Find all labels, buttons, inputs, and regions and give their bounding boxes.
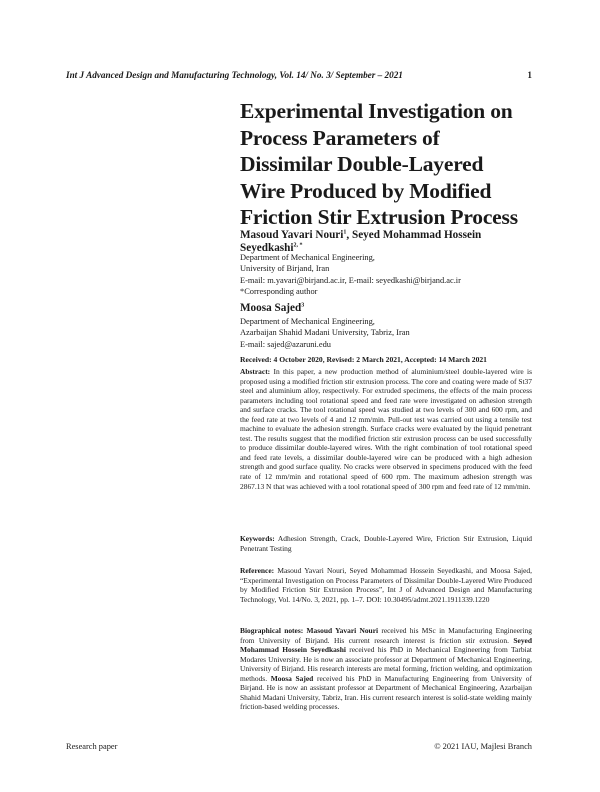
affiliation-line: Azarbaijan Shahid Madani University, Tabriz, Iran [240,328,410,338]
page-number: 1 [527,70,532,80]
bio-label: Biographical notes: [240,626,304,635]
author-block-1 [240,229,532,254]
paper-title [240,98,532,231]
author-name: , Seyed Mohammad Hossein [346,229,482,241]
abstract [240,367,532,491]
bio-name: Masoud Yavari Nouri [303,626,379,635]
affiliation-line: E-mail: sajed@azaruni.edu [240,339,331,349]
affiliation-line: *Corresponding author [240,286,318,296]
journal-name: Int J Advanced Design and Manufacturing Technology, Vol. 14/ No. 3/ September – 2021 [66,70,403,80]
title-line: Experimental Investigation on [240,99,513,123]
keywords-text: Adhesion Strength, Crack, Double-Layered Wire, Friction Stir Extrusion, Liquid Penetrant Testing [240,534,532,553]
title-line: Wire Produced by Modified [240,178,492,203]
affiliation-2 [240,316,532,350]
reference-text: Masoud Yavari Nouri, Seyed Mohammad Hossein Seyedkashi, and Moosa Sajed, “Experimental Investigation on Process Parameters of Dissimilar Double-Layered Wire Produced by Modified Friction Stir Extrusion Process”, Int J of Advanced Design and Manufacturing Technology, Vol. 14/No. 3, 2021, pp. 1–7. DOI: 10.30495/admt.2021.1911339.1220 [240,566,532,604]
title-line: Friction Stir Extrusion Process [240,205,518,229]
reference [240,566,532,604]
author-superscript: 2, * [293,241,303,248]
author-block-2 [240,302,532,315]
keywords-label: Keywords: [240,534,275,543]
footer-right: © 2021 IAU, Majlesi Branch [434,742,532,751]
footer-left: Research paper [66,742,118,751]
affiliation-line: E-mail: m.yavari@birjand.ac.ir, E-mail: seyedkashi@birjand.ac.ir [240,275,461,285]
keywords [240,534,532,553]
received-dates: Received: 4 October 2020, Revised: 2 March 2021, Accepted: 14 March 2021 [240,355,487,364]
bio-name: Seyed Mohammad Hossein Seyedkashi [240,635,532,655]
author-superscript: 3 [301,302,305,309]
reference-label: Reference: [240,566,275,575]
bio-text: received his PhD in Mechanical Engineering from Tarbiat Modares University. He is now an associate professor at Department of Mechanical Engineering, University of Birjand. His research interests are metal forming, friction welding, and optimization methods. [240,645,532,683]
bio-text: received his PhD in Manufacturing Engineering from University of Birjand. He is now an assistant professor at Department of Mechanical Engineering, Azarbaijan Shahid Madani University, Tabriz, Iran. His current research interest is solid-state welding mainly friction-based welding processes. [240,673,532,712]
running-header [66,70,532,84]
author-superscript: 1 [343,229,347,236]
title-line: Dissimilar Double-Layered [240,152,484,176]
bio-name: Moosa Sajed [267,673,314,683]
affiliation-line: Department of Mechanical Engineering, [240,317,375,326]
bio-text: received his MSc in Manufacturing Engineering from University of Birjand. His current research interest is friction stir extrusion. [240,626,532,645]
author-name: Seyedkashi [240,241,294,254]
abstract-text: In this paper, a new production method of aluminium/steel double-layered wire is proposed using a modified friction stir extrusion process. The core and coating were made of St37 steel and aluminium alloy, respectively. For extruded specimens, the effects of the main process parameters including tool rotational speed and feed rate were investigated on adhesion strength and surface cracks. The tool rotational speed was studied at two levels of 300 and 600 rpm, and the feed rate at two levels of 4 and 12 mm/min. Pull-out test was carried out using a tensile test machine to evaluate the adhesion strength. Surface cracks were evaluated by the liquid penetrant test. The results suggest that the modified friction stir extrusion process can be used successfully to produce dissimilar double-layered wires. With the right combination of tool rotational speed and feed rate levels, a dissimilar double-layered wire can be produced with a high adhesion strength and good surface quality. No cracks were observed in specimens produced with the feed rate of 12 mm/min and rotational speed of 600 rpm. The maximum adhesion strength was 2867.13 N that was achieved with a tool rotational speed of 300 rpm and feed rate of 12 mm/min. [240,367,532,491]
biographical-notes [240,626,532,712]
affiliation-line: University of Birjand, Iran [240,264,330,274]
affiliation-1 [240,252,532,297]
abstract-label: Abstract: [240,367,271,376]
title-line: Process Parameters of [240,125,440,150]
affiliation-line: Department of Mechanical Engineering, [240,253,375,262]
author-name: Masoud Yavari Nouri [240,229,344,241]
author-name: Moosa Sajed [240,302,302,314]
